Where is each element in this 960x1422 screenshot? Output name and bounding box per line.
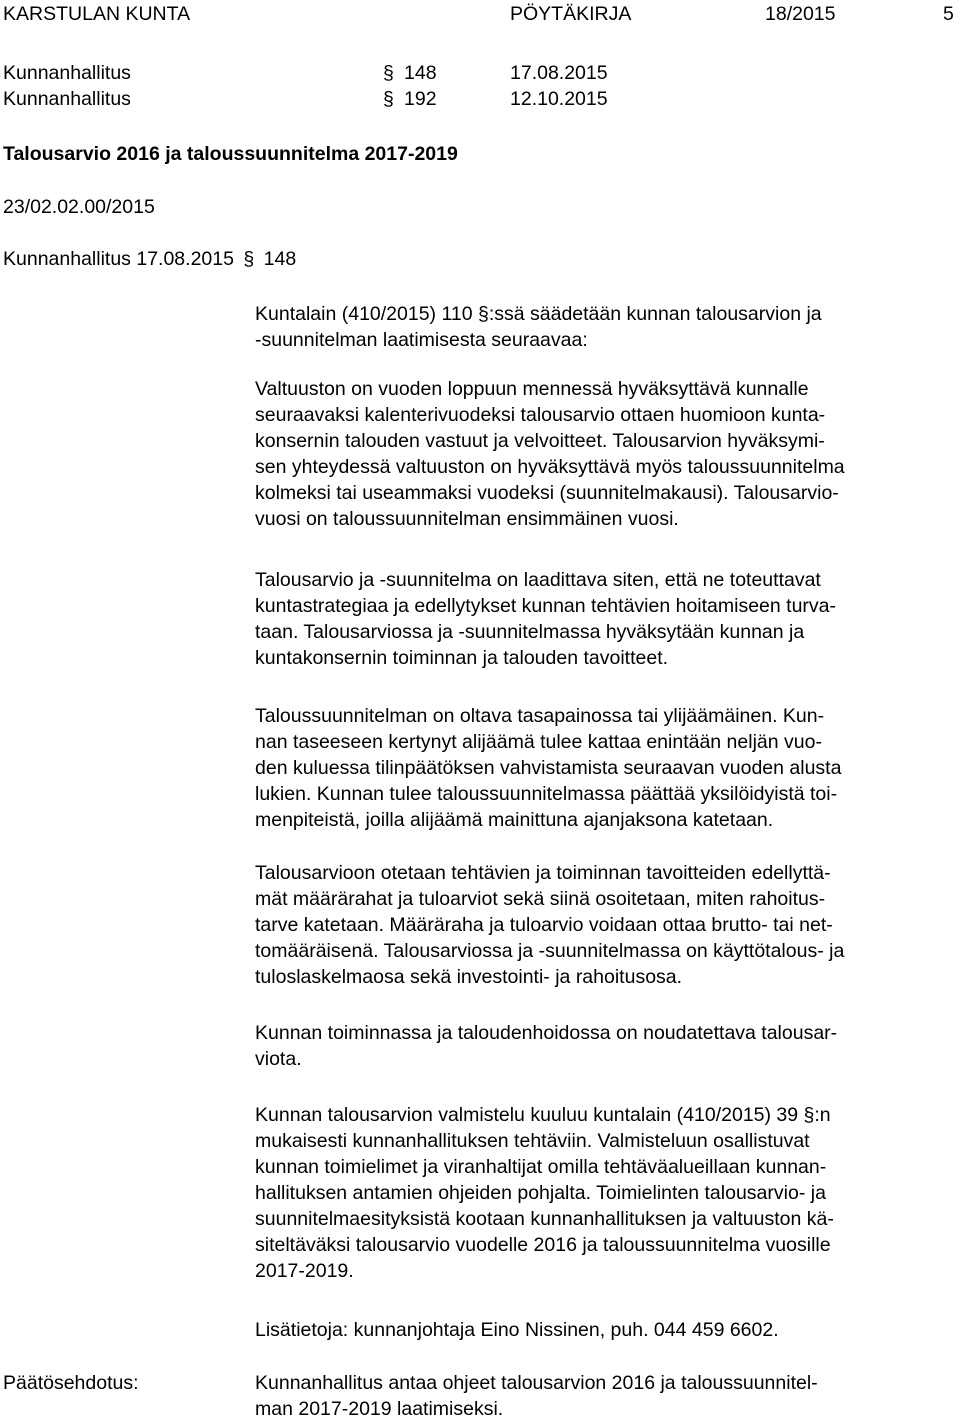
paragraph-line: siteltäväksi talousarvio vuodelle 2016 ja taloussuunnitelma vuosille — [255, 1234, 831, 1256]
proposal-line: Kunnanhallitus antaa ohjeet talousarvion 2016 ja taloussuunnitel- — [255, 1372, 818, 1394]
section-sign: § — [243, 248, 255, 270]
paragraph-line: mät määrärahat ja tuloarviot sekä siinä osoitetaan, miten rahoitus- — [255, 888, 826, 910]
paragraph-line: Talousarvio ja -suunnitelma on laadittava siten, että ne toteuttavat — [255, 569, 821, 591]
meeting-date: 17.08.2015 — [510, 62, 608, 84]
paragraph-line: kunnan toimielimet ja viranhaltijat omilla tehtäväalueillaan kunnan- — [255, 1156, 827, 1178]
paragraph-line: Kunnan toiminnassa ja taloudenhoidossa on noudatettava talousar- — [255, 1022, 838, 1044]
meeting-body: Kunnanhallitus — [3, 88, 131, 110]
paragraph-line: suunnitelmaesityksistä kootaan kunnanhallituksen ja valtuuston kä- — [255, 1208, 834, 1230]
paragraph-line: Lisätietoja: kunnanjohtaja Eino Nissinen, puh. 044 459 6602. — [255, 1319, 779, 1341]
paragraph-line: -suunnitelman laatimisesta seuraavaa: — [255, 329, 588, 351]
item-header — [3, 246, 296, 272]
paragraph-line: kuntastrategiaa ja edellytykset kunnan tehtävien hoitamiseen turva- — [255, 595, 837, 617]
paragraph-line: menpiteistä, joilla alijäämä mainittuna ajanjaksona katetaan. — [255, 809, 774, 831]
paragraph-line: Taloussuunnitelman on oltava tasapainossa tai ylijäämäinen. Kun- — [255, 705, 825, 727]
paragraph-line: Valtuuston on vuoden loppuun mennessä hyväksyttävä kunnalle — [255, 378, 809, 400]
meeting-section: 148 — [404, 62, 437, 84]
section-sign: § — [383, 62, 394, 84]
header-doc-number: 18/2015 — [765, 3, 836, 25]
paragraph-line: hallituksen antamien ohjeiden pohjalta. Toimielinten talousarvio- ja — [255, 1182, 826, 1204]
paragraph-line: tomääräisenä. Talousarviossa ja -suunnitelmassa on käyttötalous- ja — [255, 940, 845, 962]
paragraph-line: vuosi on taloussuunnitelman ensimmäinen vuosi. — [255, 508, 679, 530]
record-id: 23/02.02.00/2015 — [3, 196, 155, 218]
header-doc-type: PÖYTÄKIRJA — [510, 3, 632, 25]
paragraph-line: kolmeksi tai useammaksi vuodeksi (suunnitelmakausi). Talousarvio- — [255, 482, 839, 504]
meeting-date: 12.10.2015 — [510, 88, 608, 110]
header-page-number: 5 — [943, 3, 954, 25]
paragraph-line: Kunnan talousarvion valmistelu kuuluu kuntalain (410/2015) 39 §:n — [255, 1104, 831, 1126]
paragraph-line: tuloslaskelmaosa sekä investointi- ja rahoitusosa. — [255, 966, 683, 988]
paragraph-line: seuraavaksi kalenterivuodeksi talousarvio ottaen huomioon kunta- — [255, 404, 826, 426]
paragraph-line: Kuntalain (410/2015) 110 §:ssä säädetään kunnan talousarvion ja — [255, 303, 822, 325]
paragraph-line: den kuluessa tilinpäätöksen vahvistamista seuraavan vuoden alusta — [255, 757, 842, 779]
paragraph-line: 2017-2019. — [255, 1260, 354, 1282]
paragraph-line: sen yhteydessä valtuuston on hyväksyttävä myös taloussuunnitelma — [255, 456, 845, 478]
paragraph-line: nan taseeseen kertynyt alijäämä tulee kattaa enintään neljän vuo- — [255, 731, 822, 753]
paragraph-line: tarve katetaan. Määräraha ja tuloarvio voidaan ottaa brutto- tai net- — [255, 914, 833, 936]
paragraph-line: lukien. Kunnan tulee taloussuunnitelmassa päättää yksilöidyistä toi- — [255, 783, 838, 805]
meeting-section: 192 — [404, 88, 437, 110]
paragraph-line: konsernin talouden vastuut ja velvoitteet. Talousarvion hyväksymi- — [255, 430, 825, 452]
page-title: Talousarvio 2016 ja taloussuunnitelma 2017-2019 — [3, 143, 458, 165]
paragraph-line: mukaisesti kunnanhallituksen tehtäviin. Valmisteluun osallistuvat — [255, 1130, 810, 1152]
header-municipality: KARSTULAN KUNTA — [3, 3, 191, 25]
proposal-line: man 2017-2019 laatimiseksi. — [255, 1398, 504, 1420]
item-header-section: 148 — [263, 248, 297, 270]
paragraph-line: taan. Talousarviossa ja -suunnitelmassa hyväksytään kunnan ja — [255, 621, 805, 643]
paragraph-line: kuntakonsernin toiminnan ja talouden tavoitteet. — [255, 647, 669, 669]
item-header-body-date: Kunnanhallitus 17.08.2015 — [3, 248, 234, 270]
proposal-label: Päätösehdotus: — [3, 1372, 139, 1394]
paragraph-line: viota. — [255, 1048, 302, 1070]
section-sign: § — [383, 88, 394, 110]
meeting-body: Kunnanhallitus — [3, 62, 131, 84]
paragraph-line: Talousarvioon otetaan tehtävien ja toiminnan tavoitteiden edellyttä- — [255, 862, 831, 884]
